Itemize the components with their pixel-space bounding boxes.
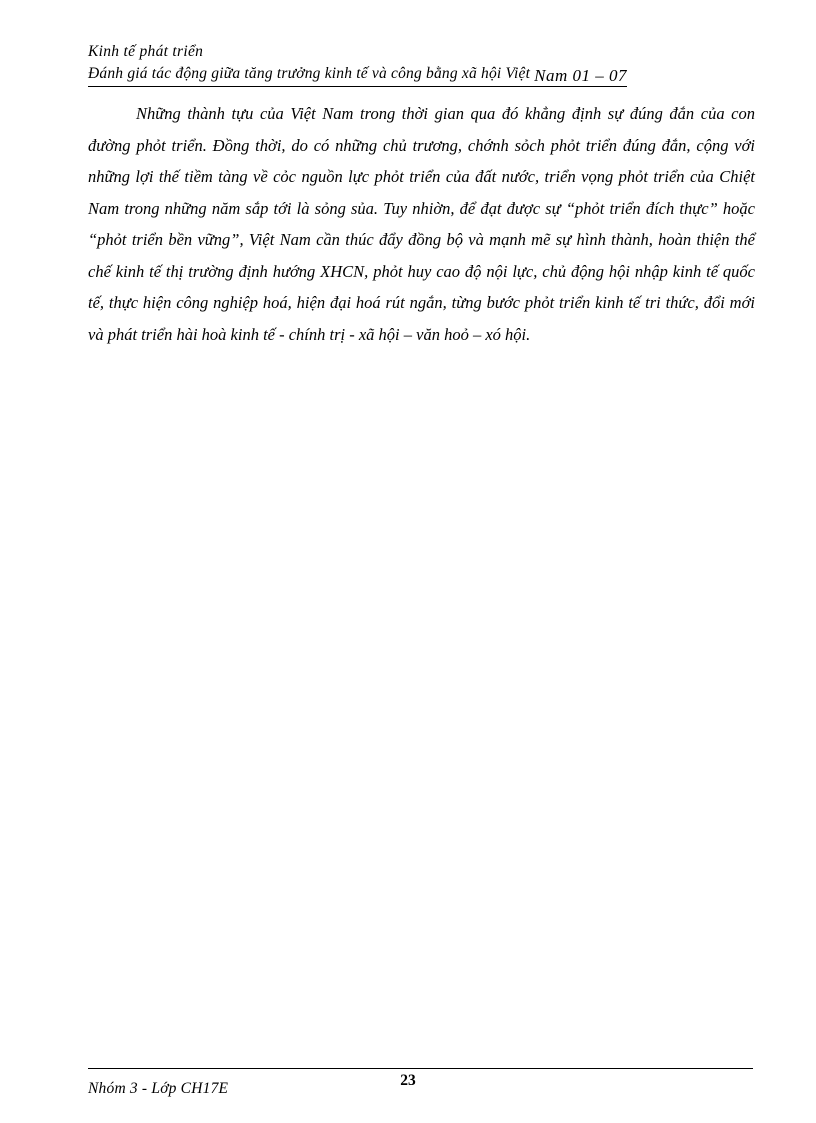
header-subtitle-line <box>88 62 627 87</box>
footer-group-label: Nhóm 3 - Lớp CH17E <box>88 1080 229 1097</box>
header-subtitle-text: Đánh giá tác động giữa tăng trưởng kinh tế và công bằng xã hội Việt <box>88 65 535 82</box>
header-title-line: Kinh tế phát triển <box>88 43 204 60</box>
paragraph-text: Những thành tựu của Việt Nam trong thời gian qua đó khẳng định sự đúng đắn của con đường phỏt triển. Đồng thời, do có những chủ trương, chớnh sỏch phỏt triển đúng đắn, cộng với những lợi thế tiềm tàng về cỏc nguồn lực phỏt triển của đất nước, triển vọng phỏt triển của Chiệt Nam trong những năm sắp tới là sỏng sủa. Tuy nhiờn, để đạt được sự “phỏt triển đích thực” hoặc “phỏt triển bền vững”, Việt Nam cần thúc đẩy đồng bộ và mạnh mẽ sự hình thành, hoàn thiện thể chế kinh tế thị trường định hướng XHCN, phỏt huy cao độ nội lực, chủ động hội nhập kinh tế quốc tế, thực hiện công nghiệp hoá, hiện đại hoá rút ngắn, từng bước phỏt triển kinh tế tri thức, đổi mới và phát triển hài hoà kinh tế - chính trị - xã hội – văn hoỏ – xó hội. <box>88 104 755 344</box>
footer-divider <box>88 1068 753 1069</box>
header-subtitle-tail: Nam 01 – 07 <box>534 66 628 85</box>
page-header <box>88 42 753 87</box>
page-number: 23 <box>400 1072 416 1089</box>
body-paragraph <box>88 98 755 350</box>
